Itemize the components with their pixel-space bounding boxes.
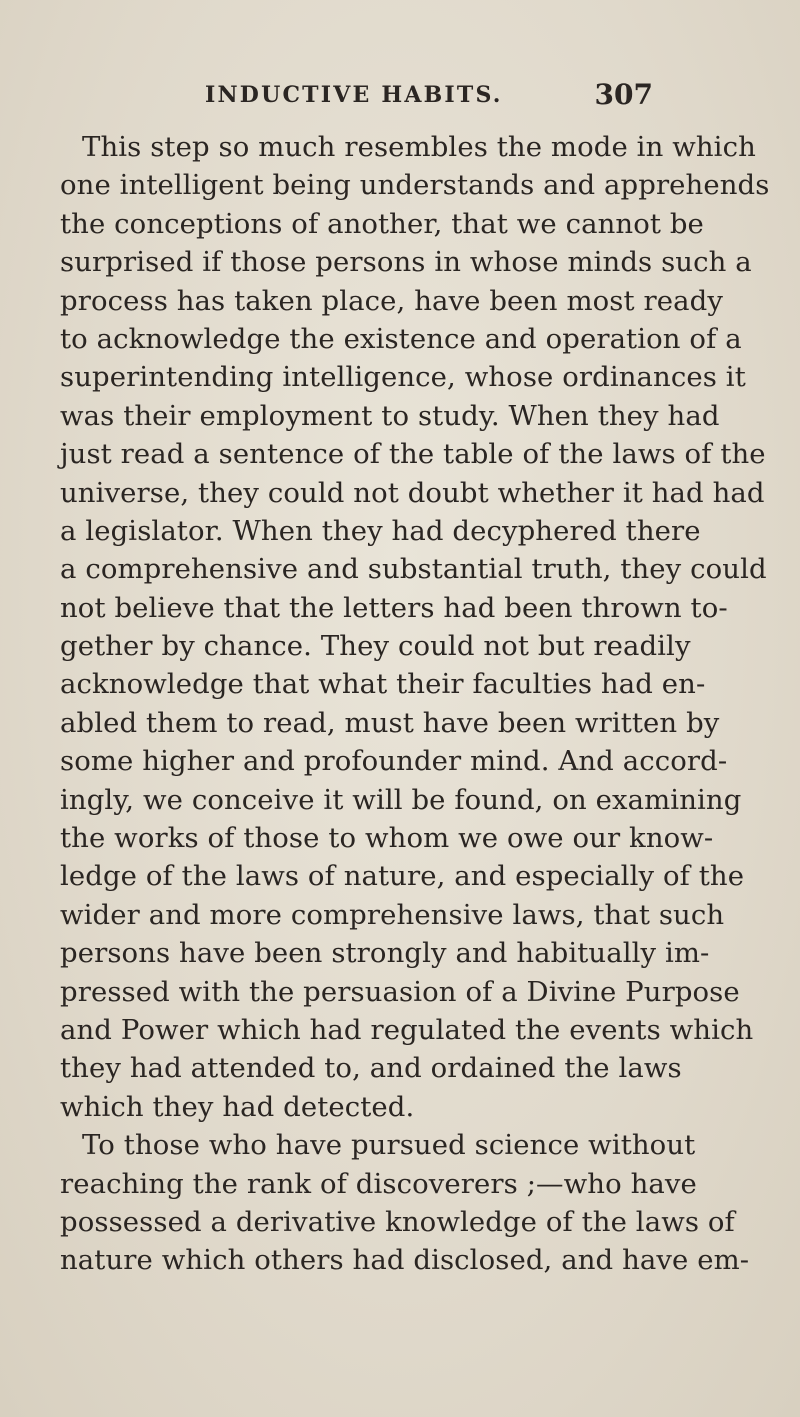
text-line: they had attended to, and ordained the laws <box>60 1052 682 1085</box>
text-line: some higher and profounder mind. And accord- <box>60 745 728 778</box>
text-line: superintending intelligence, whose ordinances it <box>60 361 746 394</box>
text-line: process has taken place, have been most ready <box>60 284 723 317</box>
text-line: just read a sentence of the table of the laws of the <box>60 438 766 471</box>
text-line: This step so much resembles the mode in which <box>82 131 756 163</box>
text-line: was their employment to study. When they had <box>60 399 720 432</box>
text-line: the conceptions of another, that we cannot be <box>60 207 704 240</box>
text-line: the works of those to whom we owe our know- <box>60 822 714 855</box>
text-line: possessed a derivative knowledge of the laws of <box>60 1205 735 1238</box>
text-line: a legislator. When they had decyphered there <box>60 514 701 547</box>
text-line: surprised if those persons in whose minds such a <box>60 246 752 279</box>
text-line: wider and more comprehensive laws, that such <box>60 898 725 931</box>
text-line: universe, they could not doubt whether it had had <box>60 476 765 509</box>
text-line: one intelligent being understands and apprehends <box>60 169 770 202</box>
text-line: abled them to read, must have been written by <box>60 706 720 739</box>
text-line: nature which others had disclosed, and have em- <box>60 1244 750 1277</box>
text-line: ledge of the laws of nature, and especially of the <box>60 860 745 893</box>
body-text <box>60 128 770 1280</box>
running-head <box>205 78 653 116</box>
text-line: a comprehensive and substantial truth, they could <box>60 553 767 586</box>
text-line: and Power which had regulated the events which <box>60 1013 754 1046</box>
text-line: persons have been strongly and habitually im- <box>60 937 710 970</box>
text-line: pressed with the persuasion of a Divine Purpose <box>60 975 740 1008</box>
text-line: reaching the rank of discoverers ;—who have <box>60 1167 697 1200</box>
text-line: to acknowledge the existence and operation of a <box>60 322 742 355</box>
text-line: ingly, we conceive it will be found, on examining <box>60 783 742 816</box>
text-line: gether by chance. They could not but readily <box>60 630 691 663</box>
text-line: which they had detected. <box>60 1090 415 1123</box>
text-line: To those who have pursued science without <box>82 1129 696 1162</box>
running-head-title: INDUCTIVE HABITS. <box>205 82 503 108</box>
text-line: acknowledge that what their faculties had en- <box>60 668 706 701</box>
text-line: not believe that the letters had been thrown to- <box>60 591 728 624</box>
page-number: 307 <box>594 78 653 111</box>
